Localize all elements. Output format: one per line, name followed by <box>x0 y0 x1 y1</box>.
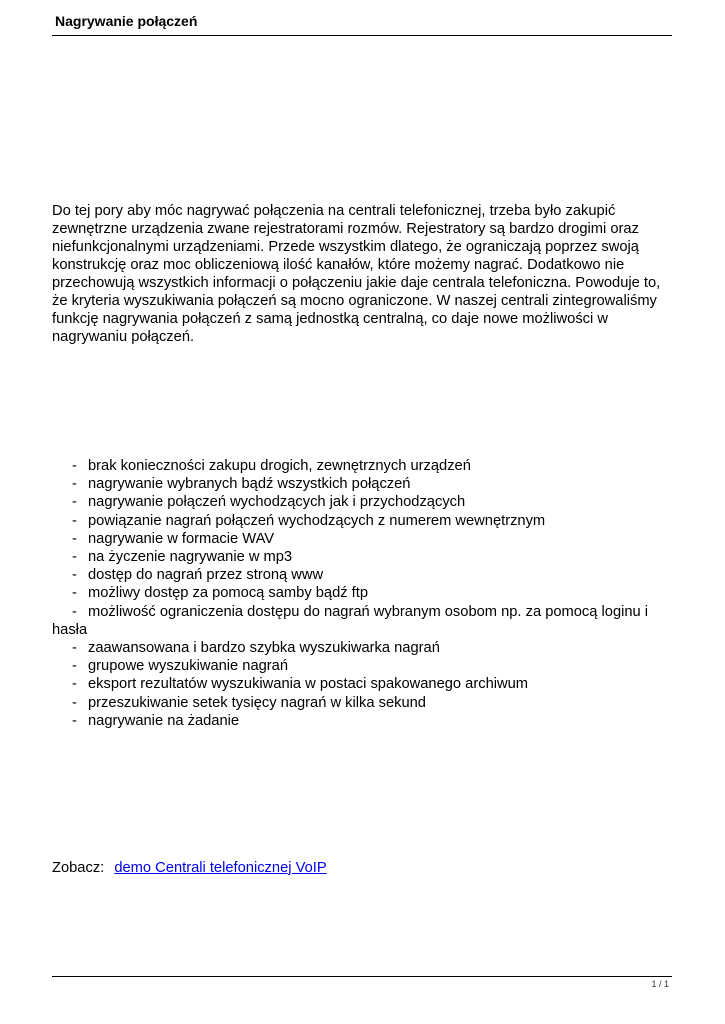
list-item-text: grupowe wyszukiwanie nagrań <box>88 658 289 675</box>
list-item <box>52 639 674 657</box>
bullet-marker: - <box>72 458 77 474</box>
page-number: 1 / 1 <box>651 979 669 989</box>
list-item-text: nagrywanie w formacie WAV <box>88 530 275 547</box>
bullet-marker: - <box>72 476 77 493</box>
list-item-text: możliwy dostęp za pomocą samby bądź ftp <box>88 585 369 602</box>
bullet-marker: - <box>72 676 77 693</box>
list-item-text: nagrywanie wybranych bądź wszystkich połączeń <box>88 476 411 493</box>
page-title: Nagrywanie połączeń <box>55 13 198 29</box>
list-item <box>52 566 674 584</box>
list-item <box>52 675 674 693</box>
bullet-marker: - <box>72 603 77 620</box>
see-also-label: Zobacz: <box>52 860 105 876</box>
list-item-text: brak konieczności zakupu drogich, zewnętrznych urządzeń <box>88 458 471 474</box>
bullet-marker: - <box>72 567 77 584</box>
demo-link[interactable]: demo Centrali telefonicznej VoIP <box>114 860 327 876</box>
list-item-text: powiązanie nagrań połączeń wychodzących z numerem wewnętrznym <box>88 512 546 529</box>
list-item <box>52 657 674 675</box>
list-item-text: na życzenie nagrywanie w mp3 <box>88 549 293 566</box>
list-item <box>52 457 674 475</box>
list-item-text: nagrywanie na żadanie <box>88 712 240 729</box>
intro-paragraph: Do tej pory aby móc nagrywać połączenia na centrali telefonicznej, trzeba było zakupić zewnętrzne urządzenia zwane rejestratorami rozmów. Rejestratory są bardzo drogimi oraz niefunkcjonalnymi urządzeniami. Przede wszystkim dlatego, że ograniczają poprzez swoją konstrukcję oraz moc obliczeniową ilość kanałów, które możemy nagrać. Dodatkowo nie przechowują wszystkich informacji o połączeniu jakie daje centrala telefoniczna. Powoduje to, że kryteria wyszukiwania połączeń są mocno ograniczone. W naszej centrali zintegrowaliśmy funkcję nagrywania połączeń z samą jednostką centralną, co daje nowe możliwości w nagrywaniu połączeń. <box>52 203 661 345</box>
list-item <box>52 548 674 566</box>
list-item-text: eksport rezultatów wyszukiwania w postaci spakowanego archiwum <box>88 676 529 693</box>
feature-list <box>52 457 674 730</box>
list-item-text: dostęp do nagrań przez stroną www <box>88 567 324 584</box>
bullet-marker: - <box>72 512 77 529</box>
see-also <box>52 859 327 877</box>
bullet-marker: - <box>72 712 77 729</box>
footer-divider <box>52 976 672 977</box>
bullet-marker: - <box>72 658 77 675</box>
list-item <box>52 584 674 602</box>
list-item-text: nagrywanie połączeń wychodzących jak i przychodzących <box>88 494 466 511</box>
list-item-text: zaawansowana i bardzo szybka wyszukiwarka nagrań <box>88 640 440 657</box>
list-item-text: przeszukiwanie setek tysięcy nagrań w kilka sekund <box>88 694 426 711</box>
list-item <box>52 512 674 530</box>
list-item <box>52 603 674 639</box>
bullet-marker: - <box>72 549 77 566</box>
bullet-marker: - <box>72 694 77 711</box>
list-item <box>52 475 674 493</box>
bullet-marker: - <box>72 640 77 657</box>
list-item <box>52 694 674 712</box>
header-divider <box>52 35 672 36</box>
bullet-marker: - <box>72 494 77 511</box>
list-item <box>52 530 674 548</box>
list-item <box>52 712 674 730</box>
list-item <box>52 493 674 511</box>
bullet-marker: - <box>72 585 77 602</box>
list-item-text: możliwość ograniczenia dostępu do nagrań wybranym osobom np. za pomocą loginu i hasła <box>52 603 649 638</box>
bullet-marker: - <box>72 530 77 547</box>
